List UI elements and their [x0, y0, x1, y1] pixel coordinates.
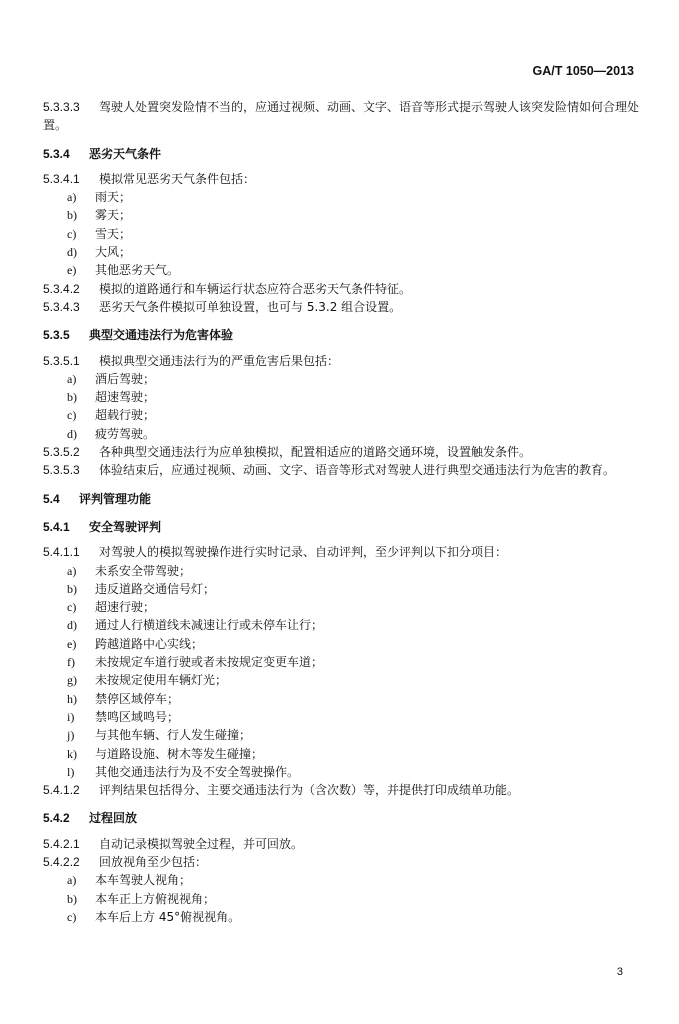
item-label: a) — [67, 563, 77, 578]
list-item — [43, 763, 643, 781]
weather-list — [43, 188, 643, 279]
item-text: 与其他车辆、行人发生碰撞； — [95, 728, 252, 743]
item-label: e) — [67, 636, 77, 651]
list-item — [43, 562, 643, 580]
clause-number: 5.4.1.1 — [43, 545, 80, 560]
item-label: i) — [67, 709, 75, 724]
list-item — [43, 598, 643, 616]
item-label: j) — [67, 728, 75, 743]
list-item — [43, 243, 643, 261]
list-item — [43, 671, 643, 689]
heading-number: 5.4.2 — [43, 811, 70, 826]
clause-5-3-5-2 — [43, 443, 643, 461]
clause-5-4-2-2 — [43, 853, 643, 871]
list-item — [43, 206, 643, 224]
item-label: a) — [67, 190, 77, 205]
clause-5-3-5-1 — [43, 352, 643, 370]
item-text: 禁鸣区域鸣号； — [95, 709, 180, 724]
clause-text: 恶劣天气条件模拟可单独设置，也可与 5.3.2 组合设置。 — [99, 299, 402, 314]
item-text: 通过人行横道线未减速让行或未停车让行； — [95, 618, 324, 633]
item-label: h) — [67, 691, 77, 706]
list-item — [43, 261, 643, 279]
item-label: c) — [67, 909, 77, 924]
item-text: 其他恶劣天气。 — [95, 263, 180, 278]
list-item — [43, 871, 643, 889]
clause-text: 模拟典型交通违法行为的严重危害后果包括： — [99, 353, 340, 368]
list-item — [43, 425, 643, 443]
clause-5-3-3-3 — [43, 98, 643, 135]
clause-text: 回放视角至少包括： — [99, 854, 208, 869]
view-list — [43, 871, 643, 926]
heading-title: 评判管理功能 — [79, 491, 152, 506]
heading-5-3-5 — [43, 326, 643, 344]
item-label: d) — [67, 426, 77, 441]
item-label: c) — [67, 408, 77, 423]
clause-5-4-2-1 — [43, 835, 643, 853]
clause-text: 评判结果包括得分、主要交通违法行为（含次数）等，并提供打印成绩单功能。 — [99, 783, 520, 798]
item-text: 本车驾驶人视角； — [95, 873, 192, 888]
clause-5-4-1-1 — [43, 543, 643, 561]
item-text: 其他交通违法行为及不安全驾驶操作。 — [95, 764, 300, 779]
item-label: g) — [67, 673, 77, 688]
list-item — [43, 890, 643, 908]
clause-number: 5.3.4.1 — [43, 171, 80, 186]
item-label: a) — [67, 371, 77, 386]
deduction-list — [43, 562, 643, 782]
clause-text: 驾驶人处置突发险情不当的，应通过视频、动画、文字、语音等形式提示驾驶人该突发险情如何合理处置。 — [43, 100, 640, 133]
list-item — [43, 690, 643, 708]
clause-5-3-4-2 — [43, 280, 643, 298]
clause-number: 5.4.2.2 — [43, 854, 80, 869]
list-item — [43, 708, 643, 726]
item-text: 雨天； — [95, 190, 132, 205]
item-text: 未按规定车道行驶或者未按规定变更车道； — [95, 655, 324, 670]
item-label: c) — [67, 226, 77, 241]
document-body — [43, 98, 643, 926]
clause-text: 自动记录模拟驾驶全过程，并可回放。 — [99, 836, 304, 851]
item-text: 本车后上方 45°俯视视角。 — [95, 909, 241, 924]
heading-title: 过程回放 — [89, 811, 138, 826]
heading-title: 典型交通违法行为危害体验 — [89, 328, 234, 343]
heading-number: 5.3.4 — [43, 146, 70, 161]
clause-text: 体验结束后，应通过视频、动画、文字、语音等形式对驾驶人进行典型交通违法行为危害的教育。 — [99, 463, 616, 478]
clause-number: 5.3.5.3 — [43, 463, 80, 478]
item-label: l) — [67, 764, 75, 779]
item-label: k) — [67, 746, 77, 761]
clause-number: 5.4.2.1 — [43, 836, 80, 851]
item-text: 疲劳驾驶。 — [95, 426, 156, 441]
item-text: 未按规定使用车辆灯光； — [95, 673, 228, 688]
heading-title: 恶劣天气条件 — [89, 146, 162, 161]
list-item — [43, 653, 643, 671]
item-text: 超速行驶； — [95, 600, 156, 615]
clause-5-3-4-3 — [43, 298, 643, 316]
page-number: 3 — [616, 966, 623, 978]
heading-5-4 — [43, 490, 643, 508]
item-label: e) — [67, 263, 77, 278]
clause-text: 各种典型交通违法行为应单独模拟，配置相适应的道路交通环境，设置触发条件。 — [99, 445, 532, 460]
heading-5-4-1 — [43, 518, 643, 536]
list-item — [43, 406, 643, 424]
clause-5-4-1-2 — [43, 781, 643, 799]
item-label: b) — [67, 891, 77, 906]
list-item — [43, 388, 643, 406]
clause-5-3-4-1 — [43, 170, 643, 188]
item-text: 大风； — [95, 245, 132, 260]
heading-5-4-2 — [43, 809, 643, 827]
item-label: b) — [67, 581, 77, 596]
heading-title: 安全驾驶评判 — [89, 519, 162, 534]
heading-number: 5.4.1 — [43, 519, 70, 534]
item-text: 超速驾驶； — [95, 390, 156, 405]
item-text: 与道路设施、树木等发生碰撞； — [95, 746, 264, 761]
item-text: 禁停区域停车； — [95, 691, 180, 706]
heading-number: 5.3.5 — [43, 328, 70, 343]
clause-text: 模拟常见恶劣天气条件包括： — [99, 171, 256, 186]
item-label: b) — [67, 390, 77, 405]
clause-number: 5.4.1.2 — [43, 783, 80, 798]
clause-text: 模拟的道路通行和车辆运行状态应符合恶劣天气条件特征。 — [99, 281, 412, 296]
list-item — [43, 635, 643, 653]
list-item — [43, 370, 643, 388]
clause-number: 5.3.5.1 — [43, 353, 80, 368]
heading-5-3-4 — [43, 145, 643, 163]
clause-text: 对驾驶人的模拟驾驶操作进行实时记录、自动评判，至少评判以下扣分项目： — [99, 545, 508, 560]
list-item — [43, 580, 643, 598]
item-text: 未系安全带驾驶； — [95, 563, 192, 578]
item-label: f) — [67, 655, 75, 670]
item-text: 违反道路交通信号灯； — [95, 581, 216, 596]
item-label: d) — [67, 245, 77, 260]
item-text: 雾天； — [95, 208, 132, 223]
item-label: c) — [67, 600, 77, 615]
item-text: 本车正上方俯视视角； — [95, 891, 216, 906]
clause-5-3-5-3 — [43, 461, 643, 479]
list-item — [43, 225, 643, 243]
list-item — [43, 908, 643, 926]
item-label: b) — [67, 208, 77, 223]
clause-number: 5.3.4.3 — [43, 299, 80, 314]
clause-number: 5.3.3.3 — [43, 100, 80, 114]
standard-code: GA/T 1050—2013 — [532, 64, 634, 78]
item-text: 跨越道路中心实线； — [95, 636, 204, 651]
list-item — [43, 616, 643, 634]
violation-list — [43, 370, 643, 443]
clause-number: 5.3.5.2 — [43, 445, 80, 460]
item-label: d) — [67, 618, 77, 633]
list-item — [43, 726, 643, 744]
item-text: 雪天； — [95, 226, 132, 241]
item-text: 酒后驾驶； — [95, 371, 156, 386]
list-item — [43, 745, 643, 763]
item-text: 超载行驶； — [95, 408, 156, 423]
clause-number: 5.3.4.2 — [43, 281, 80, 296]
heading-number: 5.4 — [43, 491, 60, 506]
item-label: a) — [67, 873, 77, 888]
list-item — [43, 188, 643, 206]
